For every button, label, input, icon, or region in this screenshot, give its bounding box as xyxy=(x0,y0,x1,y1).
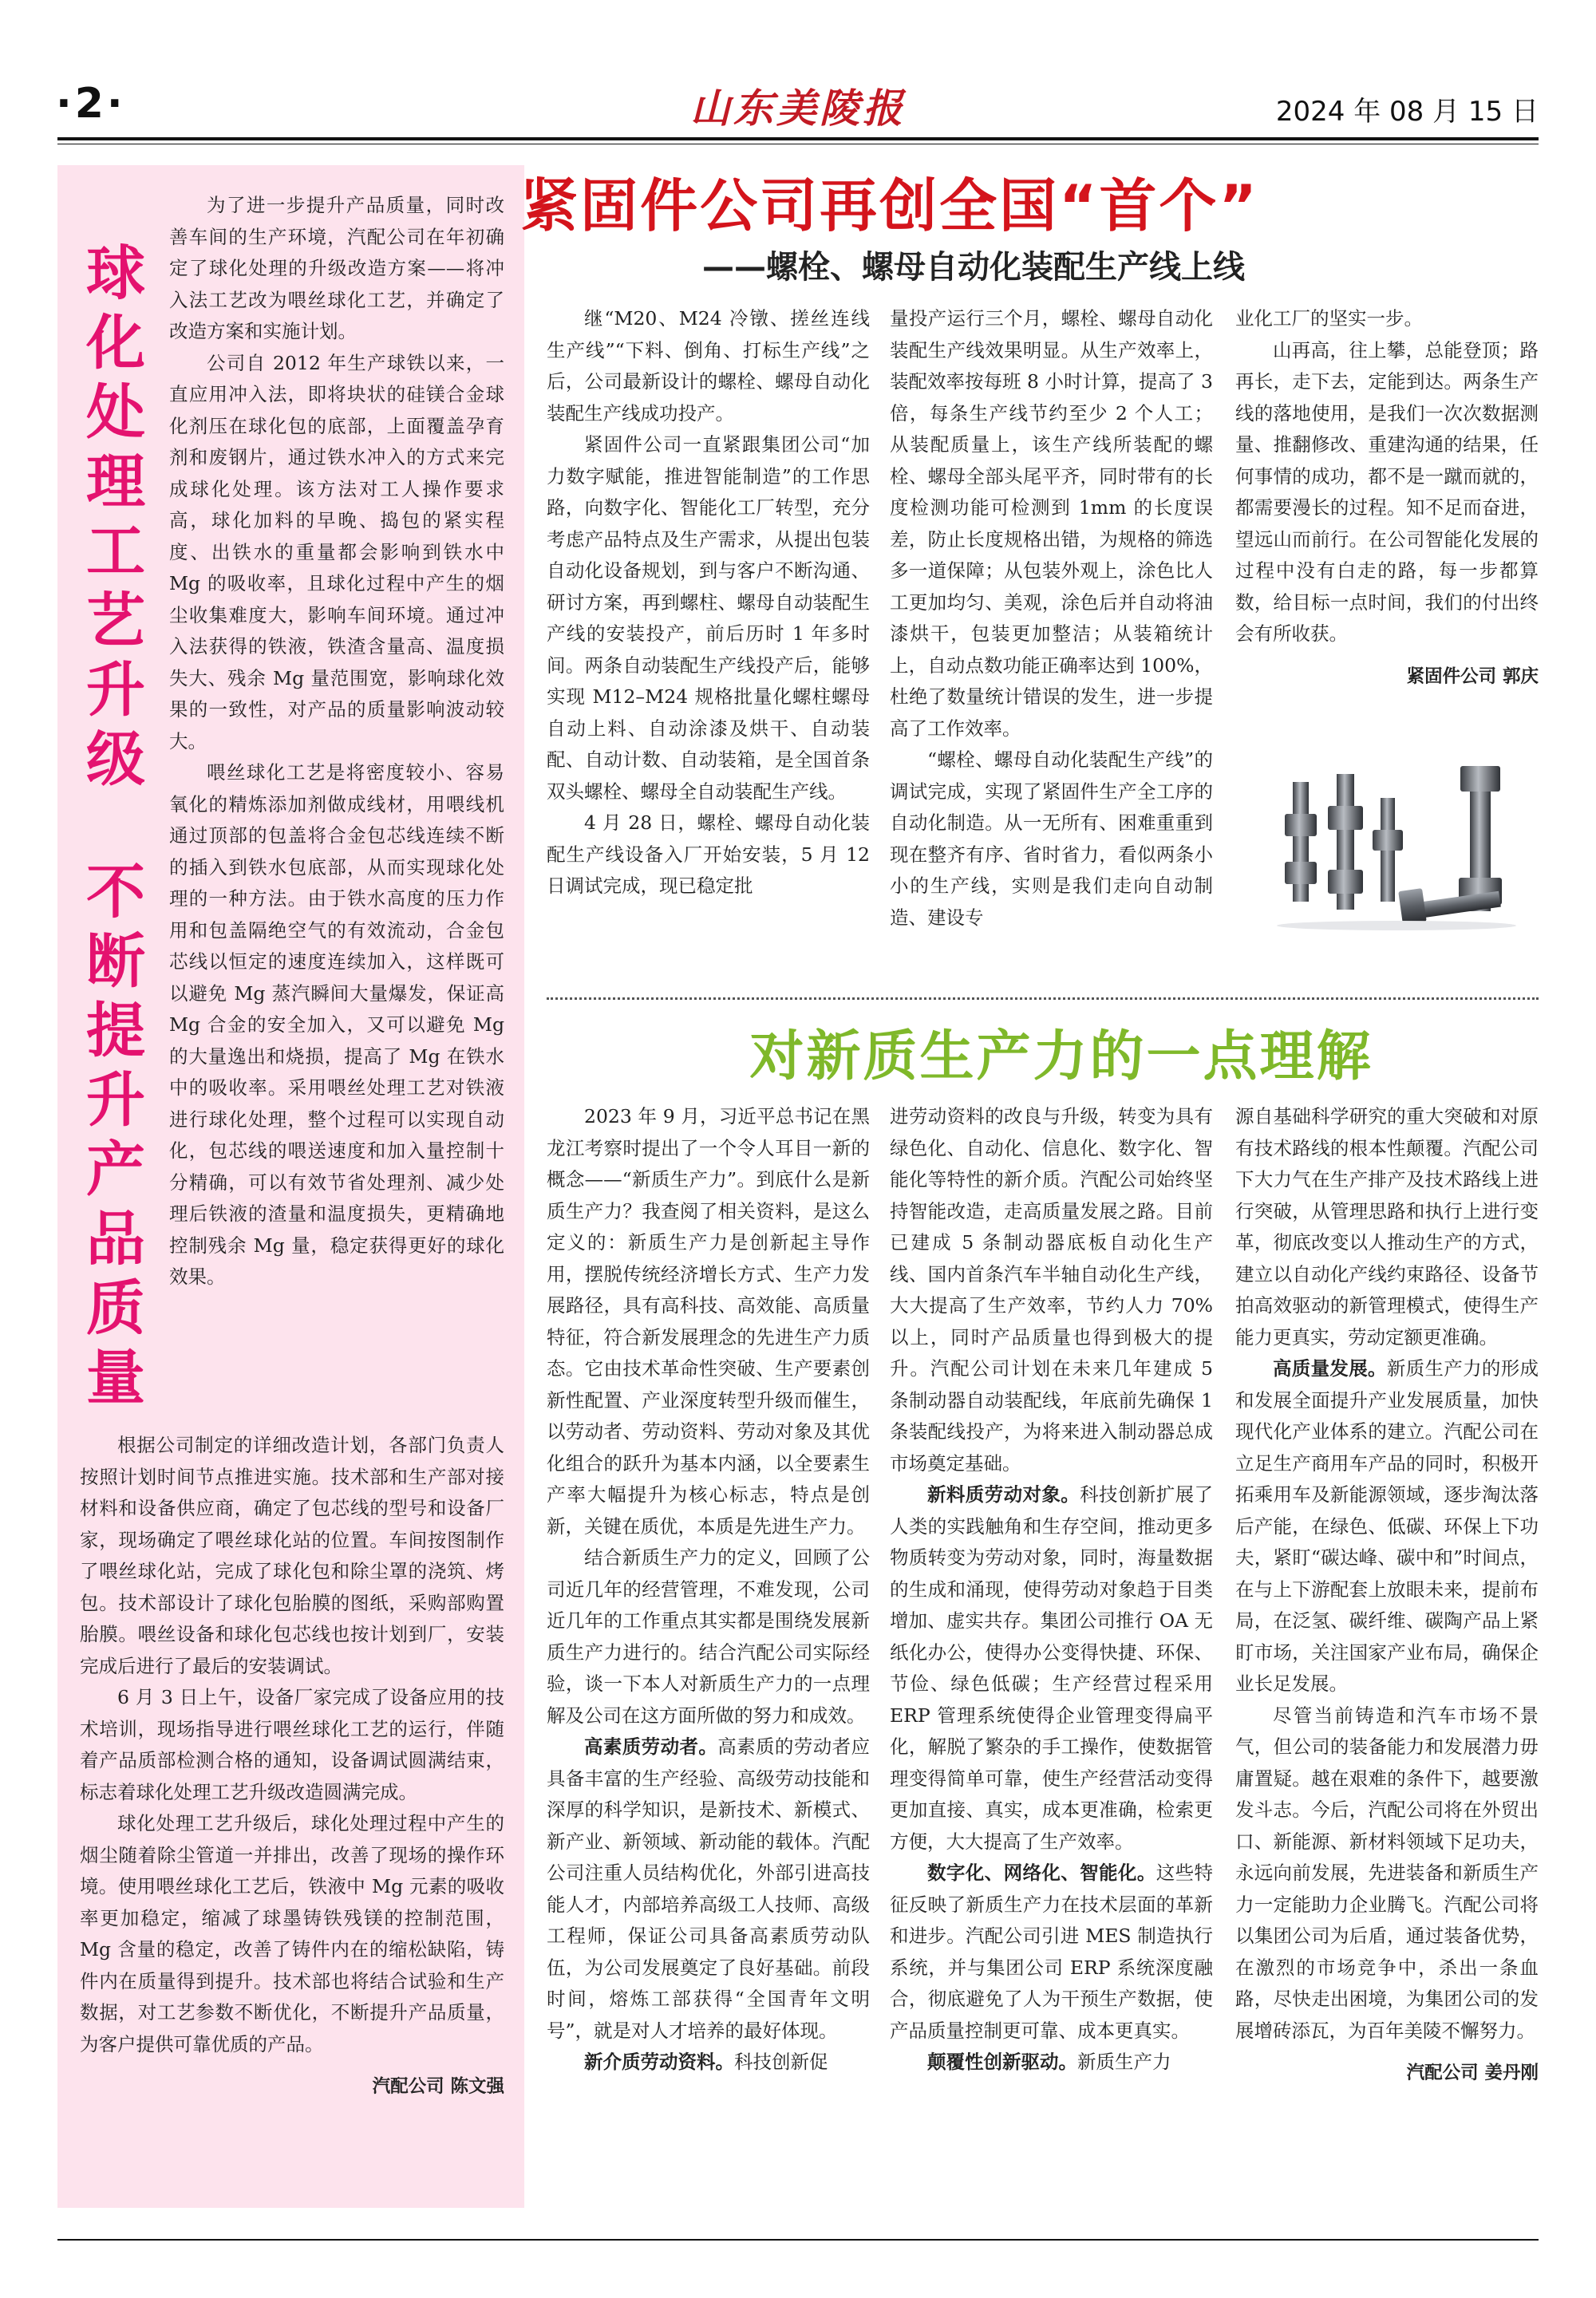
paragraph xyxy=(890,2047,1213,2079)
paragraph-text: 科技创新促 xyxy=(734,2051,828,2073)
section-divider xyxy=(547,997,1539,1000)
paragraph: 紧固件公司一直紧跟集团公司“加力数字赋能，推进智能制造”的工作思路，向数字化、智能化工厂转型，充分考虑产品特点及生产需求，从提出包装自动化设备规划，到与客户不断沟通、研讨方案，再到螺柱、螺母自动装配生产线的安装投产，前后历时 1 年多时间。两条自动装配生产线投产后，能够实现 M12–M24 规格批量化螺柱螺母自动上料、自动涂漆及烘干、自动装配、自动计数、自动装箱，是全国首条双头螺栓、螺母全自动装配生产线。 xyxy=(547,433,870,803)
article1-col2 xyxy=(890,303,1213,934)
article2-signature: 汽配公司 姜丹刚 xyxy=(1406,2063,1539,2083)
article2-col3 xyxy=(1235,1101,1539,2090)
footer-rule xyxy=(57,2239,1539,2241)
paragraph: 业化工厂的坚实一步。 xyxy=(1235,307,1423,330)
left-article-bottom-text xyxy=(80,1430,504,2103)
paragraph: 山再高，往上攀，总能登顶；路再长，走下去，定能到达。两条生产线的落地使用，是我们一次次数据测量、推翻修改、重建沟通的结果，任何事情的成功，都不是一蹴而就的，都需要漫长的过程。知不足而奋进，望远山而前行。在公司智能化发展的过程中没有白走的路，每一步都算数，给目标一点时间，我们的付出终会有所收获。 xyxy=(1235,338,1539,645)
paragraph xyxy=(1235,1700,1539,2047)
article1-col3 xyxy=(1235,303,1539,693)
paragraph xyxy=(1235,1101,1539,1353)
masthead-logo: 山东美陵报 xyxy=(690,85,906,132)
paragraph-text: 这些特征反映了新质生产力在技术层面的革新和进步。汽配公司引进 MES 制造执行系统，并与集团公司 ERP 系统深度融合，彻底避免了人为干预生产数据，使产品质量控制更可靠、成本更真实。 xyxy=(890,1862,1214,2042)
paragraph: 根据公司制定的详细改造计划，各部门负责人按照计划时间节点推进实施。技术部和生产部对接材料和设备供应商，确定了包芯线的型号和设备厂家，现场确定了喂丝球化站的位置。车间按图制作了喂丝球化站，完成了球化包和除尘罩的浇筑、烤包。技术部设计了球化包胎膜的图纸，采购部购置胎膜。喂丝设备和球化包芯线也按计划到厂，安装完成后进行了最后的安装调试。 xyxy=(80,1434,504,1677)
article2-col2 xyxy=(890,1101,1213,2079)
paragraph-text: 尽管当前铸造和汽车市场不景气，但公司的装备能力和发展潜力毋庸置疑。越在艰难的条件下，越要激发斗志。今后，汽配公司将在外贸出口、新能源、新材料领域下足功夫，永远向前发展，先进装备和新质生产力一定能助力企业腾飞。汽配公司将以集团公司为后盾，通过装备优势，在激烈的市场竞争中，杀出一条血路，尽快走出困境，为集团公司的发展增砖添瓦，为百年美陵不懈努力。 xyxy=(1235,1704,1539,2042)
paragraph: 公司自 2012 年生产球铁以来，一直应用冲入法，即将块状的硅镁合金球化剂压在球化包的底部，上面覆盖孕育剂和废钢片，通过铁水冲入的方式来完成球化处理。该方法对工人操作要求高，球化加料的早晚、捣包的紧实程度、出铁水的重量都会影响到铁水中 Mg 的吸收率，且球化过程中产生的烟尘收集难度大，影响车间环境。通过冲入法获得的铁液，铁渣含量高、温度损失大、残余 Mg 量范围宽，影响球化效果的一致性，对产品的质量影响波动较大。 xyxy=(169,351,504,752)
left-article-top-text xyxy=(169,190,504,1293)
bolts-nuts-image xyxy=(1261,758,1532,934)
paragraph: 6 月 3 日上午，设备厂家完成了设备应用的技术培训，现场指导进行喂丝球化工艺的运行，伴随着产品质部检测合格的通知，设备调试圆满结束，标志着球化处理工艺升级改造圆满完成。 xyxy=(80,1686,504,1803)
paragraph: 为了进一步提升产品质量，同时改善车间的生产环境，汽配公司在年初确定了球化处理的升级改造方案——将冲入法工艺改为喂丝球化工艺，并确定了改造方案和实施计划。 xyxy=(169,194,504,342)
sub-heading: 颠覆性创新驱动。 xyxy=(927,2051,1077,2073)
paragraph-text: 新质生产力 xyxy=(1077,2051,1171,2073)
left-article-title-2: 不断提升产品质量 xyxy=(86,858,145,1412)
paragraph xyxy=(547,1542,870,1731)
left-article-title-1: 球化处理工艺升级 xyxy=(86,239,145,794)
paragraph xyxy=(547,1731,870,2047)
sub-heading: 高素质劳动者。 xyxy=(584,1735,718,1758)
page-number: ·2· xyxy=(56,80,126,128)
header-rule xyxy=(57,137,1539,140)
paragraph-text: 结合新质生产力的定义，回顾了公司近几年的经营管理，不难发现，公司近几年的工作重点其实都是围绕发展新质生产力进行的。结合汽配公司实际经验，谈一下本人对新质生产力的一点理解及公司在这方面所做的努力和成效。 xyxy=(547,1546,870,1727)
paragraph xyxy=(890,1101,1213,1479)
paragraph-text: 进劳动资料的改良与升级，转变为具有绿色化、自动化、信息化、数字化、智能化等特性的新介质。汽配公司始终坚持智能改造，走高质量发展之路。目前已建成 5 条制动器底板自动化生产线、国内首条汽车半轴自动化生产线，大大提高了生产效率，节约人力 70% 以上，同时产品质量也得到极大的提升。汽配公司计划在未来几年建成 5 条制动器自动装配线，年底前先确保 1 条装配线投产，为将来进入制动器总成市场奠定基础。 xyxy=(890,1105,1213,1475)
sub-heading: 新料质劳动对象。 xyxy=(927,1483,1080,1506)
paragraph xyxy=(890,1479,1213,1858)
paragraph xyxy=(547,2047,870,2079)
article2-col1 xyxy=(547,1101,870,2079)
sub-heading: 高质量发展。 xyxy=(1273,1357,1387,1380)
paragraph xyxy=(890,1858,1213,2047)
sub-heading: 新介质劳动资料。 xyxy=(584,2051,734,2073)
article2-title: 对新质生产力的一点理解 xyxy=(749,1025,1373,1088)
paragraph: 喂丝球化工艺是将密度较小、容易氧化的精炼添加剂做成线材，用喂线机通过顶部的包盖将合金包芯线连续不断的插入到铁水包底部，从而实现球化处理的一种方法。由于铁水高度的压力作用和包盖隔绝空气的有效流动，合金包芯线以恒定的速度连续加入，这样既可以避免 Mg 蒸汽瞬间大量爆发，保证高 Mg 合金的安全加入，又可以避免 Mg 的大量逸出和烧损，提高了 Mg 在铁水中的吸收率。采用喂丝处理工艺对铁液进行球化处理，整个过程可以实现自动化，包芯线的喂送速度和加入量控制十分精确，可以有效节省处理剂、减少处理后铁液的渣量和温度损失，更精确地控制残余 Mg 量，稳定获得更好的球化效果。 xyxy=(169,761,504,1288)
paragraph-text: 源自基础科学研究的重大突破和对原有技术路线的根本性颠覆。汽配公司下大力气在生产排产及技术路线上进行突破，从管理思路和执行上进行变革，彻底改变以人推动生产的方式，建立以自动化产线约束路径、设备节拍高效驱动的新管理模式，使得生产能力更真实，劳动定额更准确。 xyxy=(1235,1105,1539,1348)
article1-subtitle: ——螺栓、螺母自动化装配生产线上线 xyxy=(702,249,1245,286)
paragraph xyxy=(547,1101,870,1542)
paragraph: 4 月 28 日，螺栓、螺母自动化装配生产线设备入厂开始安装，5 月 12 日调试完成，现已稳定批 xyxy=(547,811,870,897)
article1-title: 紧固件公司再创全国“首个” xyxy=(520,172,1259,239)
left-article-signature: 汽配公司 陈文强 xyxy=(372,2076,504,2097)
paragraph-text: 高素质的劳动者应具备丰富的生产经验、高级劳动技能和深厚的科学知识，是新技术、新模式、新产业、新领域、新动能的载体。汽配公司注重人员结构优化，外部引进高技能人才，内部培养高级工人技师、高级工程师，保证公司具备高素质劳动队伍，为公司发展奠定了良好基础。前段时间，熔炼工部获得“全国青年文明号”，就是对人才培养的最好体现。 xyxy=(547,1735,870,2042)
paragraph-text: 2023 年 9 月，习近平总书记在黑龙江考察时提出了一个令人耳目一新的概念——“新质生产力”。到底什么是新质生产力？我查阅了相关资料，是这么定义的：新质生产力是创新起主导作用，摆脱传统经济增长方式、生产力发展路径，具有高科技、高效能、高质量特征，符合新发展理念的先进生产力质态。它由技术革命性突破、生产要素创新性配置、产业深度转型升级而催生，以劳动者、劳动资料、劳动对象及其优化组合的跃升为基本内涵，以全要素生产率大幅提升为核心标志，特点是创新，关键在质优，本质是先进生产力。 xyxy=(547,1105,870,1538)
paragraph-text: 科技创新扩展了人类的实践触角和生存空间，推动更多物质转变为劳动对象，同时，海量数据的生成和涌现，使得劳动对象趋于目类增加、虚实共存。集团公司推行 OA 无纸化办公，使得办公变得快捷、环保、节俭、绿色低碳；生产经营过程采用 ERP 管理系统使得企业管理变得扁平化，解脱了繁杂的手工操作，使数据管理变得简单可靠，使生产经营活动变得更加直接、真实，成本更准确，检索更方便，大大提高了生产效率。 xyxy=(890,1483,1214,1853)
sub-heading: 数字化、网络化、智能化。 xyxy=(927,1862,1156,1884)
paragraph-text: 新质生产力的形成和发展全面提升产业发展质量，加快现代化产业体系的建立。汽配公司在立足生产商用车产品的同时，积极开拓乘用车及新能源领域，逐步淘汰落后产能，在绿色、低碳、环保上下功夫，紧盯“碳达峰、碳中和”时间点，在与上下游配套上放眼未来，提前布局，在泛氢、碳纤维、碳陶产品上紧盯市场，关注国家产业布局，确保企业长足发展。 xyxy=(1235,1357,1539,1695)
article1-col1 xyxy=(547,303,870,902)
paragraph: “螺栓、螺母自动化装配生产线”的调试完成，实现了紧固件生产全工序的自动化制造。从一无所有、困难重重到现在整齐有序、省时省力，看似两条小小的生产线，实则是我们走向自动制造、建设专 xyxy=(890,748,1213,929)
paragraph: 量投产运行三个月，螺栓、螺母自动化装配生产线效果明显。从生产效率上，装配效率按每班 8 小时计算，提高了 3 倍，每条生产线节约至少 2 个人工；从装配质量上，该生产线所装配的螺栓、螺母全部头尾平齐，同时带有的长度检测功能可检测到 1mm 的长度误差，防止长度规格出错，为规格的筛选多一道保障；从包装外观上，涂色比人工更加均匀、美观，涂色后并自动将油漆烘干，包装更加整洁；从装箱统计上，自动点数功能正确率达到 100%，杜绝了数量统计错误的发生，进一步提高了工作效率。 xyxy=(890,307,1213,740)
paragraph: 球化处理工艺升级后，球化处理过程中产生的烟尘随着除尘管道一并排出，改善了现场的操作环境。使用喂丝球化工艺后，铁液中 Mg 元素的吸收率更加稳定，缩减了球墨铸铁残镁的控制范围，Mg 含量的稳定，改善了铸件内在的缩松缺陷，铸件内在质量得到提升。技术部也将结合试验和生产数据，对工艺参数不断优化，不断提升产品质量，为客户提供可靠优质的产品。 xyxy=(80,1812,504,2055)
article1-signature: 紧固件公司 郭庆 xyxy=(1406,665,1539,687)
paragraph xyxy=(1235,1353,1539,1700)
paragraph: 继“M20、M24 冷镦、搓丝连线生产线”“下料、倒角、打标生产线”之后，公司最新设计的螺栓、螺母自动化装配生产线成功投产。 xyxy=(547,307,870,424)
issue-date: 2024 年 08 月 15 日 xyxy=(1275,96,1539,128)
